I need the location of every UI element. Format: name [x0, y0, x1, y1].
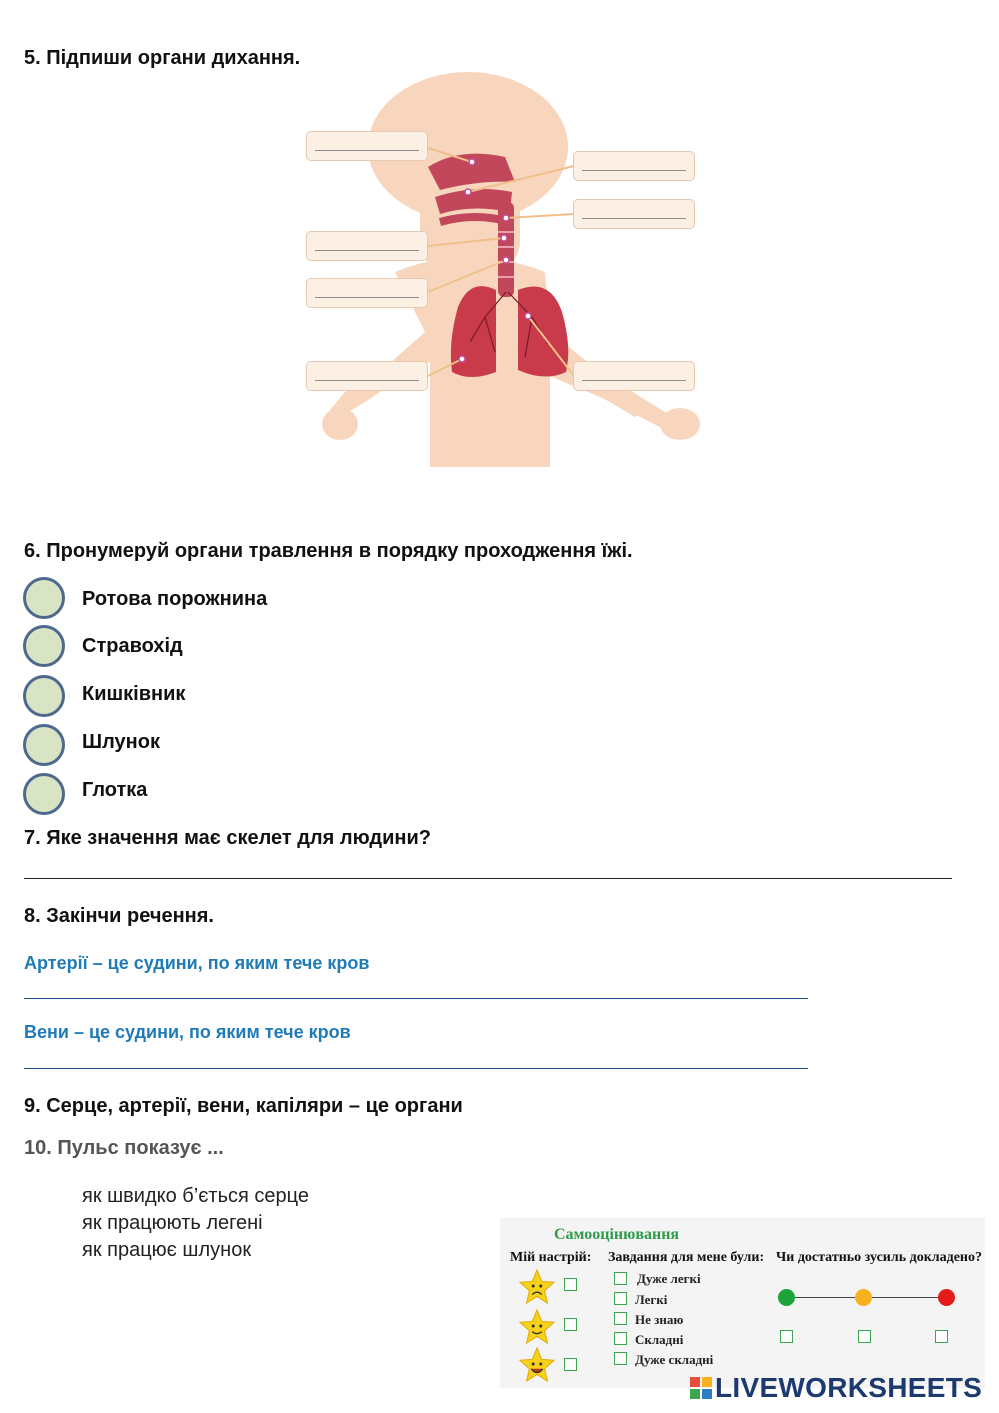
- tasks-header: Завдання для мене були:: [608, 1250, 765, 1265]
- difficulty-label: Не знаю: [635, 1312, 684, 1327]
- label-input-nasal-cavity[interactable]: [306, 131, 428, 161]
- difficulty-label: Дуже складні: [635, 1352, 714, 1367]
- order-input-2[interactable]: [23, 625, 65, 667]
- answer-line-arteries[interactable]: [24, 998, 808, 999]
- self-assessment-title: Самооцінювання: [554, 1226, 680, 1243]
- task8-heading: 8. Закінчи речення.: [24, 905, 214, 927]
- label-input-pharynx[interactable]: [306, 231, 428, 261]
- mood-header: Мій настрій:: [510, 1250, 592, 1265]
- difficulty-dont-know-checkbox[interactable]: [614, 1312, 627, 1325]
- label-input-larynx[interactable]: [573, 199, 695, 229]
- order-input-1[interactable]: [23, 577, 65, 619]
- difficulty-hard-checkbox[interactable]: [614, 1332, 627, 1345]
- sentence-veins: Вени – це судини, по яким тече кров: [24, 1022, 351, 1042]
- effort-medium-checkbox[interactable]: [858, 1330, 871, 1343]
- task5-heading: 5. Підпиши органи дихання.: [24, 47, 301, 69]
- self-assessment-panel: [500, 1218, 985, 1388]
- difficulty-label: Складні: [635, 1332, 684, 1347]
- mood-happy-checkbox[interactable]: [564, 1358, 577, 1371]
- difficulty-label: Легкі: [635, 1292, 668, 1307]
- difficulty-easy-checkbox[interactable]: [614, 1292, 627, 1305]
- green-dot-icon: [778, 1289, 795, 1306]
- difficulty-label: Дуже легкі: [637, 1271, 701, 1286]
- effort-high-checkbox[interactable]: [780, 1330, 793, 1343]
- liveworksheets-blocks-icon: [690, 1377, 712, 1399]
- task6-heading: 6. Пронумеруй органи травлення в порядку проходження їжі.: [24, 540, 633, 562]
- brand-name: LIVEWORKSHEETS: [715, 1372, 983, 1403]
- label-input-trachea[interactable]: [306, 278, 428, 308]
- answer-line-veins[interactable]: [24, 1068, 808, 1069]
- liveworksheets-logo: [690, 1372, 982, 1404]
- order-input-4[interactable]: [23, 724, 65, 766]
- task7-heading: 7. Яке значення має скелет для людини?: [24, 827, 431, 849]
- organ-label: Шлунок: [82, 731, 160, 753]
- order-input-3[interactable]: [23, 675, 65, 717]
- sentence-arteries: Артерії – це судини, по яким тече кров: [24, 953, 370, 973]
- mood-neutral-checkbox[interactable]: [564, 1318, 577, 1331]
- red-dot-icon: [938, 1289, 955, 1306]
- task9-heading: 9. Серце, артерії, вени, капіляри – це органи: [24, 1095, 463, 1117]
- neutral-star-icon: [518, 1308, 556, 1346]
- pulse-option-3[interactable]: як працює шлунок: [82, 1239, 252, 1261]
- task10-heading: 10. Пульс показує ...: [24, 1137, 224, 1159]
- respiratory-diagram: [300, 72, 720, 472]
- difficulty-very-hard-checkbox[interactable]: [614, 1352, 627, 1365]
- order-input-5[interactable]: [23, 773, 65, 815]
- answer-line-task7[interactable]: [24, 878, 952, 879]
- label-input-bronchi[interactable]: [306, 361, 428, 391]
- organ-label: Кишківник: [82, 683, 186, 705]
- sad-star-icon: [518, 1268, 556, 1306]
- organ-label: Глотка: [82, 779, 148, 801]
- pulse-option-1[interactable]: як швидко б’ється серце: [82, 1185, 309, 1207]
- pulse-option-2[interactable]: як працюють легені: [82, 1212, 263, 1234]
- effort-low-checkbox[interactable]: [935, 1330, 948, 1343]
- organ-label: Ротова порожнина: [82, 588, 268, 610]
- happy-star-icon: [518, 1346, 556, 1384]
- label-input-oral-cavity[interactable]: [573, 151, 695, 181]
- organ-label: Стравохід: [82, 635, 183, 657]
- yellow-dot-icon: [855, 1289, 872, 1306]
- difficulty-very-easy-checkbox[interactable]: [614, 1272, 627, 1285]
- label-input-lungs[interactable]: [573, 361, 695, 391]
- effort-header: Чи достатньо зусиль докладено?: [776, 1250, 982, 1265]
- mood-sad-checkbox[interactable]: [564, 1278, 577, 1291]
